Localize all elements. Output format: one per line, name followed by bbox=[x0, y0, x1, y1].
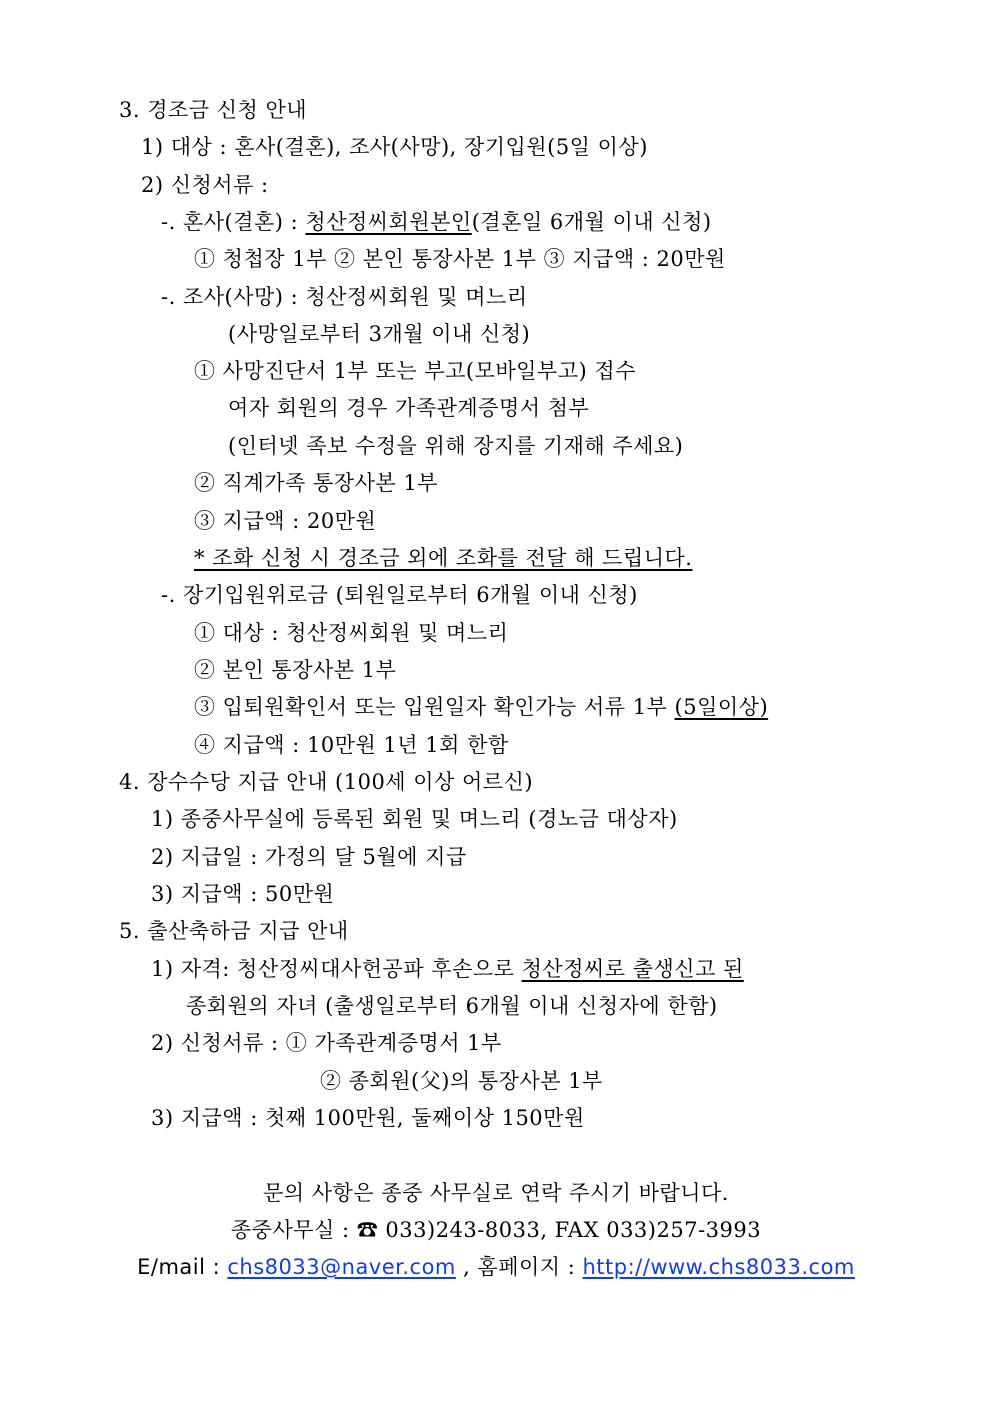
hosp-item3 bbox=[194, 692, 768, 722]
section5-item1-pre: 1) 자격: 청산정씨대사헌공파 후손으로 bbox=[151, 957, 522, 981]
email-label: E/mail : bbox=[137, 1255, 228, 1279]
death-item1: ① 사망진단서 1부 또는 부고(모바일부고) 접수 bbox=[194, 359, 636, 383]
contact-online bbox=[0, 1252, 992, 1282]
death-period: (사망일로부터 3개월 이내 신청) bbox=[228, 322, 531, 346]
section4-title: 4. 장수수당 지급 안내 (100세 이상 어르신) bbox=[119, 770, 534, 794]
section4-item1: 1) 종중사무실에 등록된 회원 및 며느리 (경노금 대상자) bbox=[151, 807, 678, 831]
contact-office bbox=[0, 1215, 992, 1245]
wedding-underlined: 청산정씨회원본인 bbox=[305, 210, 472, 234]
phone-icon: ☎ bbox=[356, 1218, 379, 1242]
section5-item1-underlined: 청산정씨로 출생신고 된 bbox=[521, 957, 744, 981]
section3-target: 1) 대상 : 혼사(결혼), 조사(사망), 장기입원(5일 이상) bbox=[141, 135, 648, 159]
section5-item2a: 2) 신청서류 : ① 가족관계증명서 1부 bbox=[151, 1031, 502, 1055]
section5-item3: 3) 지급액 : 첫째 100만원, 둘째이상 150만원 bbox=[151, 1106, 585, 1130]
section4-item2: 2) 지급일 : 가정의 달 5월에 지급 bbox=[151, 845, 467, 869]
hosp-item3-underlined: (5일이상) bbox=[674, 695, 769, 719]
homepage-label: , 홈페이지 : bbox=[455, 1255, 583, 1279]
office-numbers: 033)243-8033, FAX 033)257-3993 bbox=[378, 1218, 762, 1242]
section5-item1b: 종회원의 자녀 (출생일로부터 6개월 이내 신청자에 한함) bbox=[186, 994, 718, 1018]
contact-note: 문의 사항은 종중 사무실로 연락 주시기 바랍니다. bbox=[263, 1181, 729, 1205]
section4-item3: 3) 지급액 : 50만원 bbox=[151, 882, 335, 906]
wedding-line bbox=[161, 207, 712, 237]
death-item1b: 여자 회원의 경우 가족관계증명서 첨부 bbox=[228, 396, 590, 420]
hosp-item2: ② 본인 통장사본 1부 bbox=[194, 658, 397, 682]
death-item1c: (인터넷 족보 수정을 위해 장지를 기재해 주세요) bbox=[228, 434, 684, 458]
section5-item2b: ② 종회원(父)의 통장사본 1부 bbox=[320, 1069, 603, 1093]
hosp-line: -. 장기입원위로금 (퇴원일로부터 6개월 이내 신청) bbox=[161, 583, 638, 607]
wedding-post: (결혼일 6개월 이내 신청) bbox=[471, 210, 712, 234]
hosp-item4: ④ 지급액 : 10만원 1년 1회 한함 bbox=[194, 733, 509, 757]
section5-title: 5. 출산축하금 지급 안내 bbox=[119, 919, 349, 943]
section3-docs: 2) 신청서류 : bbox=[141, 173, 269, 197]
death-item2: ② 직계가족 통장사본 1부 bbox=[194, 471, 438, 495]
homepage-link[interactable]: http://www.chs8033.com bbox=[582, 1255, 855, 1279]
death-note: * 조화 신청 시 경조금 외에 조화를 전달 해 드립니다. bbox=[194, 546, 693, 570]
email-link[interactable]: chs8033@naver.com bbox=[227, 1255, 456, 1279]
wedding-pre: -. 혼사(결혼) : bbox=[161, 210, 306, 234]
hosp-item1: ① 대상 : 청산정씨회원 및 며느리 bbox=[194, 621, 509, 645]
death-item3: ③ 지급액 : 20만원 bbox=[194, 509, 377, 533]
office-label: 종중사무실 : bbox=[230, 1218, 357, 1242]
section3-title: 3. 경조금 신청 안내 bbox=[119, 98, 308, 122]
hosp-item3-pre: ③ 입퇴원확인서 또는 입원일자 확인가능 서류 1부 bbox=[194, 695, 675, 719]
wedding-items: ① 청첩장 1부 ② 본인 통장사본 1부 ③ 지급액 : 20만원 bbox=[194, 247, 726, 271]
section5-item1 bbox=[151, 954, 744, 984]
death-line: -. 조사(사망) : 청산정씨회원 및 며느리 bbox=[161, 285, 528, 309]
